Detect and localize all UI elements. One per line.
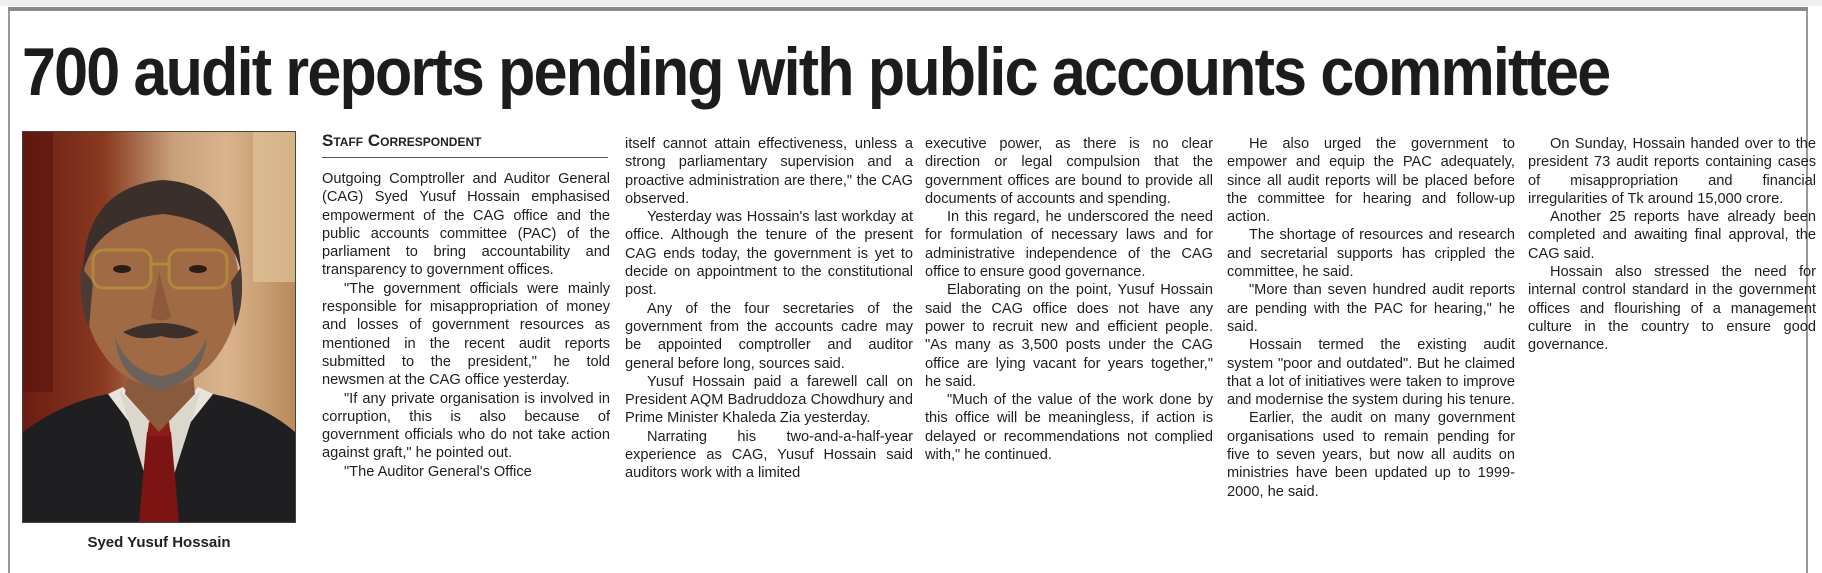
photo-caption: Syed Yusuf Hossain bbox=[87, 534, 231, 551]
paragraph: Outgoing Comptroller and Auditor General (CAG) Syed Yusuf Hossain emphasised empowerment of the CAG office and the public accounts committee (PAC) of the parliament to bring accountability and transparency to government offices. bbox=[322, 171, 610, 279]
paragraph: Hossain termed the existing audit system "poor and outdated". But he claimed that a lot of initiatives were taken to improve and modernise the system during his tenure. bbox=[1227, 337, 1515, 409]
article-column-2 bbox=[625, 135, 913, 573]
paragraph: "If any private organisation is involved in corruption, this is also because of government officials who do not take action against graft," he pointed out. bbox=[322, 390, 610, 462]
paragraph: Earlier, the audit on many government organisations used to remain pending for five to seven years, but now all audits on ministries have been updated up to 1999-2000, he said. bbox=[1227, 410, 1515, 500]
paragraph: The shortage of resources and research and secretarial supports has crippled the committee, he said. bbox=[1227, 227, 1515, 281]
portrait-photo bbox=[22, 131, 296, 523]
paragraph: "The Auditor General's Office bbox=[344, 463, 532, 480]
top-strip bbox=[0, 0, 1822, 6]
paragraph: "Much of the value of the work done by this office will be meaningless, if action is delayed or recommendations not complied with," he continued. bbox=[925, 392, 1213, 464]
article-column-4 bbox=[1227, 135, 1515, 573]
article-column-1 bbox=[322, 170, 610, 573]
paragraph: Yesterday was Hossain's last workday at office. Although the tenure of the present CAG ends today, the government is yet to decide on appointment to the constitutional post. bbox=[625, 209, 913, 299]
paragraph: Yusuf Hossain paid a farewell call on President AQM Badruddoza Chowdhury and Prime Minister Khaleda Zia yesterday. bbox=[625, 373, 913, 427]
paragraph: He also urged the government to empower and equip the PAC adequately, since all audit reports will be placed before the committee for hearing and follow-up action. bbox=[1227, 136, 1515, 226]
byline: Staff Correspondent bbox=[322, 131, 608, 158]
paragraph: Another 25 reports have already been completed and awaiting final approval, the CAG said. bbox=[1528, 209, 1816, 262]
article-column-3 bbox=[925, 135, 1213, 573]
article-column-5 bbox=[1528, 135, 1816, 573]
paragraph: "More than seven hundred audit reports are pending with the PAC for hearing," he said. bbox=[1227, 282, 1515, 335]
portrait-illustration bbox=[23, 132, 295, 522]
paragraph: executive power, as there is no clear direction or legal compulsion that the government offices are bound to provide all documents of accounts and spending. bbox=[925, 136, 1213, 207]
headline: 700 audit reports pending with public accounts committee bbox=[22, 34, 1610, 110]
top-rule bbox=[8, 7, 1808, 11]
paragraph: In this regard, he underscored the need for formulation of necessary laws and for administrative independence of the CAG office to ensure good governance. bbox=[925, 209, 1213, 281]
paragraph: "The government officials were mainly responsible for misappropriation of money and losses of government resources as mentioned in the recent audit reports submitted to the president," he told newsmen at the CAG office yesterday. bbox=[322, 280, 610, 389]
paragraph: Elaborating on the point, Yusuf Hossain said the CAG office does not have any power to recruit new and efficient people. "As many as 3,500 posts under the CAG office are lying vacant for years together," he said. bbox=[925, 282, 1213, 390]
paragraph: Any of the four secretaries of the government from the accounts cadre may be appointed comptroller and auditor general before long, sources said. bbox=[625, 300, 913, 372]
paragraph: On Sunday, Hossain handed over to the president 73 audit reports containing cases of misappropriation and financial irregularities of Tk around 15,000 crore. bbox=[1528, 136, 1816, 207]
paragraph: Hossain also stressed the need for internal control standard in the government offices and flourishing of a management culture in the country to ensure good governance. bbox=[1528, 264, 1816, 354]
paragraph: Narrating his two-and-a-half-year experience as CAG, Yusuf Hossain said auditors work with a limited bbox=[625, 428, 913, 482]
left-border-rule bbox=[8, 11, 10, 573]
paragraph: itself cannot attain effectiveness, unless a strong parliamentary supervision and a proactive administration are there," the CAG observed. bbox=[625, 136, 913, 207]
